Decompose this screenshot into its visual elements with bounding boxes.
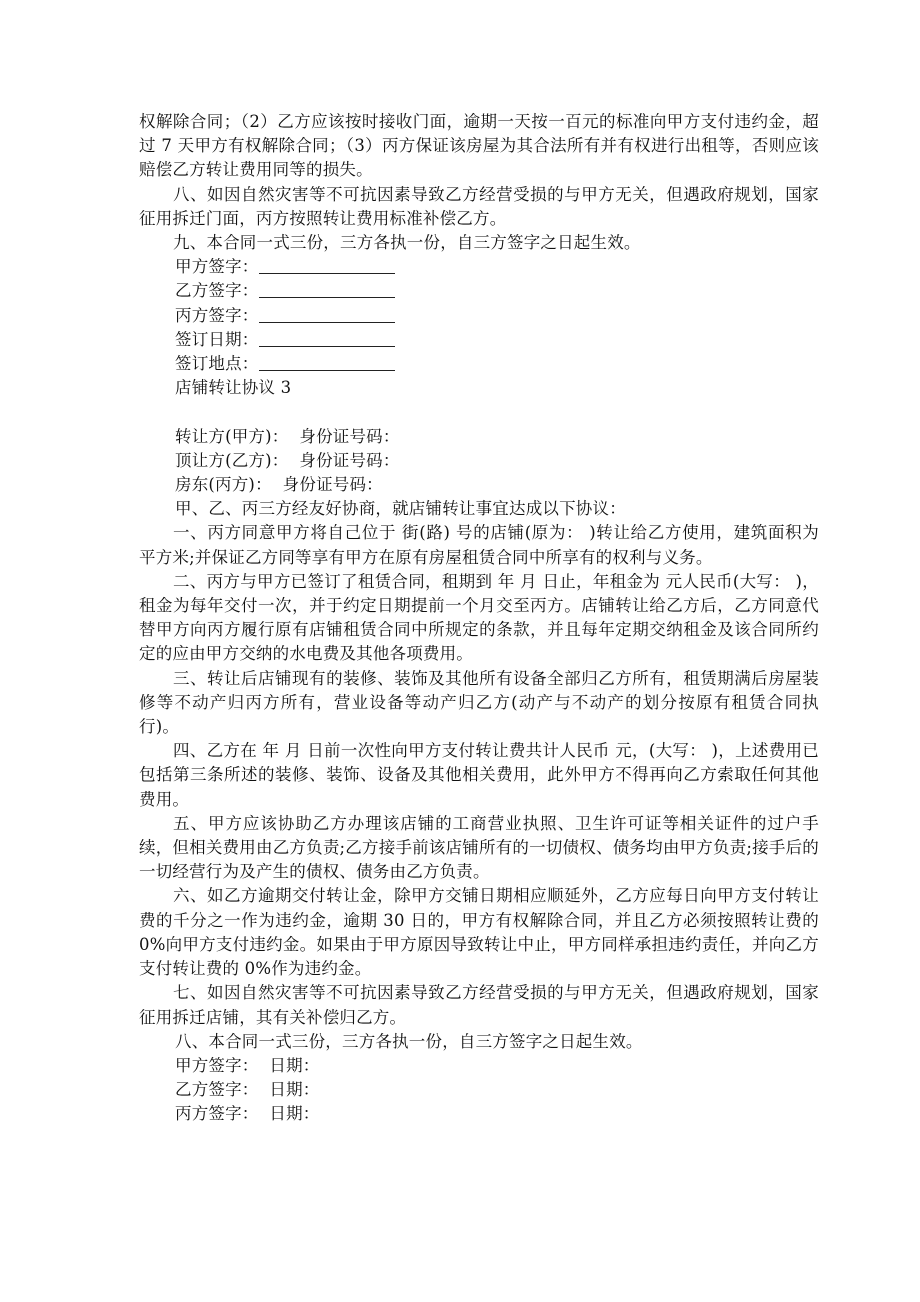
- clause-8: 八、本合同一式三份，三方各执一份，自三方签字之日起生效。: [175, 1031, 643, 1051]
- clause-7: 七、如因自然灾害等不可抗因素导致乙方经营受损的与甲方无关，但遇政府规划，国家征用拆迁店铺，其有关补偿归乙方。: [139, 983, 819, 1027]
- intro-line: 甲、乙、丙三方经友好协商，就店铺转让事宜达成以下协议：: [175, 499, 626, 519]
- clause-9-previous: 九、本合同一式三份，三方各执一份，自三方签字之日起生效。: [173, 233, 641, 253]
- final-signature-c: 丙方签字： 日期：: [175, 1104, 320, 1124]
- signature-line-place: 签订地点：: [139, 352, 819, 376]
- final-signature-b: 乙方签字： 日期：: [175, 1080, 320, 1100]
- clause-4: 四、乙方在 年 月 日前一次性向甲方支付转让费共计人民币 元，(大写： )，上述费用已包括第三条所述的装修、装饰、设备及其他相关费用，此外甲方不得再向乙方索取任何其他费用。: [139, 741, 819, 809]
- party-line-a: 转让方(甲方)： 身份证号码：: [175, 426, 400, 446]
- clause-5: 五、甲方应该协助乙方办理该店铺的工商营业执照、卫生许可证等相关证件的过户手续，但相关费用由乙方负责;乙方接手前该店铺所有的一切债权、债务均由甲方负责;接手后的一切经营行为及产生的债权、债务由乙方负责。: [139, 813, 819, 882]
- party-line-c: 房东(丙方)： 身份证号码：: [175, 475, 383, 495]
- paragraph-continuation: 权解除合同；（2）乙方应该按时接收门面，逾期一天按一百元的标准向甲方支付违约金，超过 7 天甲方有权解除合同；（3）丙方保证该房屋为其合法所有并有权进行出租等，否则应该赔偿乙方转让费用同等的损失。: [139, 112, 819, 180]
- signature-blank: [259, 256, 395, 274]
- signature-blank: [259, 280, 395, 298]
- party-line-b: 顶让方(乙方)： 身份证号码：: [175, 450, 400, 470]
- signature-line-party-a: 甲方签字：: [139, 255, 819, 279]
- signature-blank: [259, 329, 395, 347]
- final-signature-a: 甲方签字： 日期：: [175, 1055, 320, 1075]
- section-title: 店铺转让协议 3: [175, 378, 292, 398]
- signature-block: [139, 255, 819, 376]
- signature-line-party-b: 乙方签字：: [139, 279, 819, 303]
- clause-3: 三、转让后店铺现有的装修、装饰及其他所有设备全部归乙方所有，租赁期满后房屋装修等不动产归丙方所有，营业设备等动产归乙方(动产与不动产的划分按原有租赁合同执行)。: [139, 668, 819, 737]
- clause-1: 一、丙方同意甲方将自己位于 街(路) 号的店铺(原为： )转让给乙方使用，建筑面积为 平方米;并保证乙方同等享有甲方在原有房屋租赁合同中所享有的权利与义务。: [139, 523, 819, 567]
- clause-6: 六、如乙方逾期交付转让金，除甲方交铺日期相应顺延外，乙方应每日向甲方支付转让费的千分之一作为违约金，逾期 30 日的，甲方有权解除合同，并且乙方必须按照转让费的 0%向甲方支付违约金。如果由于甲方原因导致转让中止，甲方同样承担违约责任，并向乙方支付转让费的 0%作为违约金。: [139, 886, 819, 979]
- signature-blank: [259, 305, 395, 323]
- document-body: [139, 110, 819, 1127]
- spacer: [139, 400, 819, 424]
- signature-line-date: 签订日期：: [139, 328, 819, 352]
- clause-8-previous: 八、如因自然灾害等不可抗因素导致乙方经营受损的与甲方无关，但遇政府规划，国家征用拆迁门面，丙方按照转让费用标准补偿乙方。: [139, 184, 819, 228]
- clause-2: 二、丙方与甲方已签订了租赁合同，租期到 年 月 日止，年租金为 元人民币(大写： )，租金为每年交付一次，并于约定日期提前一个月交至丙方。店铺转让给乙方后，乙方同意代替甲方向丙方履行原有店铺租赁合同中所规定的条款，并且每年定期交纳租金及该合同所约定的应由甲方交纳的水电费及其他各项费用。: [139, 571, 819, 664]
- signature-blank: [259, 353, 395, 371]
- signature-line-party-c: 丙方签字：: [139, 304, 819, 328]
